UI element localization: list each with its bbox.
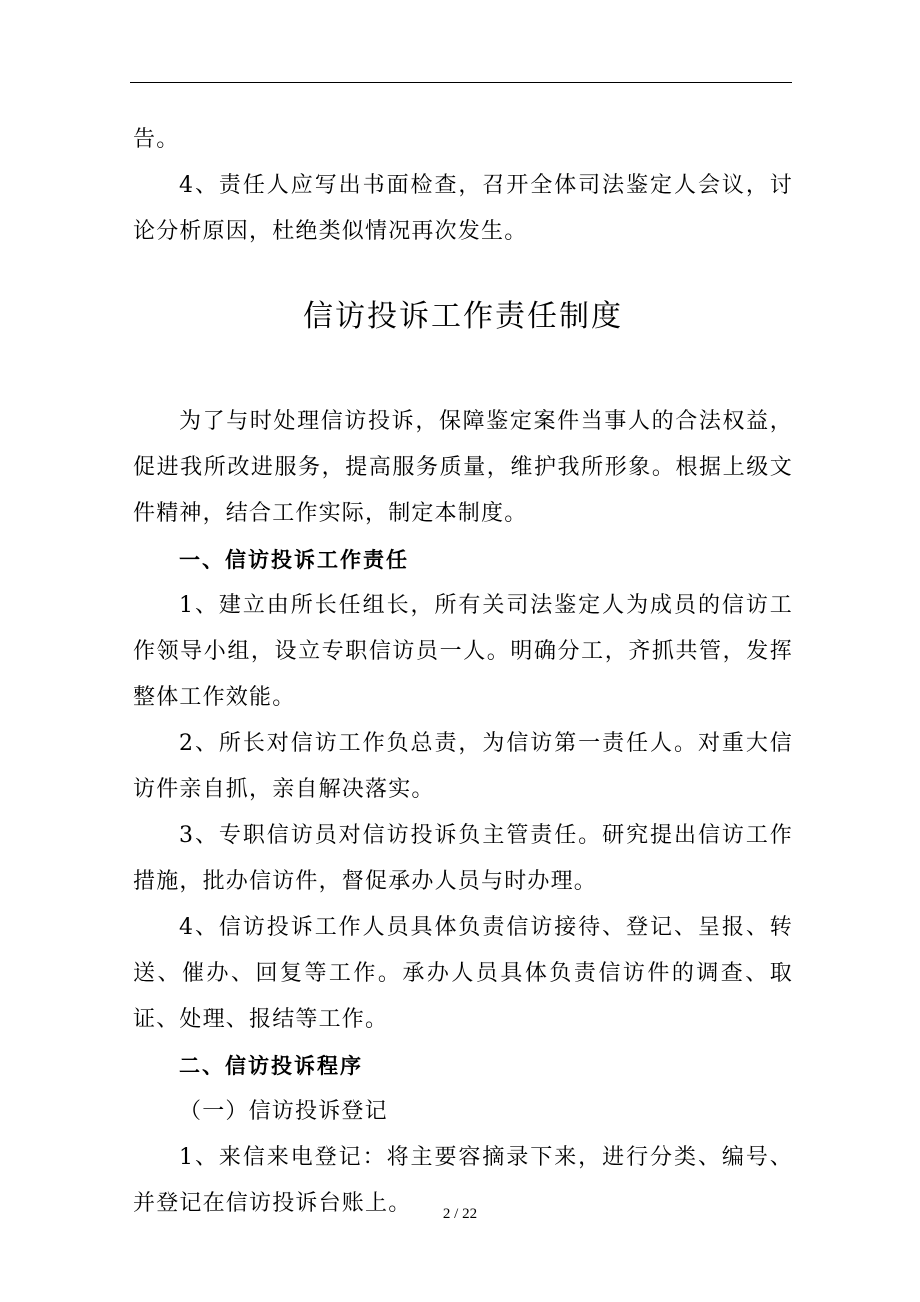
section-2-subheading: （一）信访投诉登记 [179,1099,388,1124]
document-title: 信访投诉工作责任制度 [303,299,623,334]
section-1-heading: 一、信访投诉工作责任 [179,548,409,572]
section-1-item-4: 4、信访投诉工作人员具体负责信访接待、登记、呈报、转送、催办、回复等工作。承办人员具体负责信访件的调查、取证、处理、报结等工作。 [133,915,793,1032]
section-1-item-3: 3、专职信访员对信访投诉负主管责任。研究提出信访工作措施，批办信访件，督促承办人员与时办理。 [133,823,793,894]
section-2-heading: 二、信访投诉程序 [179,1054,363,1078]
intro-paragraph: 为了与时处理信访投诉，保障鉴定案件当事人的合法权益，促进我所改进服务，提高服务质量，维护我所形象。根据上级文件精神，结合工作实际，制定本制度。 [133,409,793,526]
section-1-item-1: 1、建立由所长任组长，所有关司法鉴定人为成员的信访工作领导小组，设立专职信访员一人。明确分工，齐抓共管，发挥整体工作效能。 [133,593,793,710]
section-2-item-1: 1、来信来电登记：将主要容摘录下来，进行分类、编号、并登记在信访投诉台账上。 [133,1145,793,1216]
header-rule [130,82,792,83]
section-1-item-2: 2、所长对信访工作负总责，为信访第一责任人。对重大信访件亲自抓，亲自解决落实。 [133,731,793,802]
previous-item-4: 4、责任人应写出书面检查，召开全体司法鉴定人会议，讨论分析原因，杜绝类似情况再次发生。 [133,173,793,244]
continuation-line: 告。 [133,127,180,152]
page-number: 2 / 22 [442,1206,478,1222]
page-content [133,117,793,1227]
